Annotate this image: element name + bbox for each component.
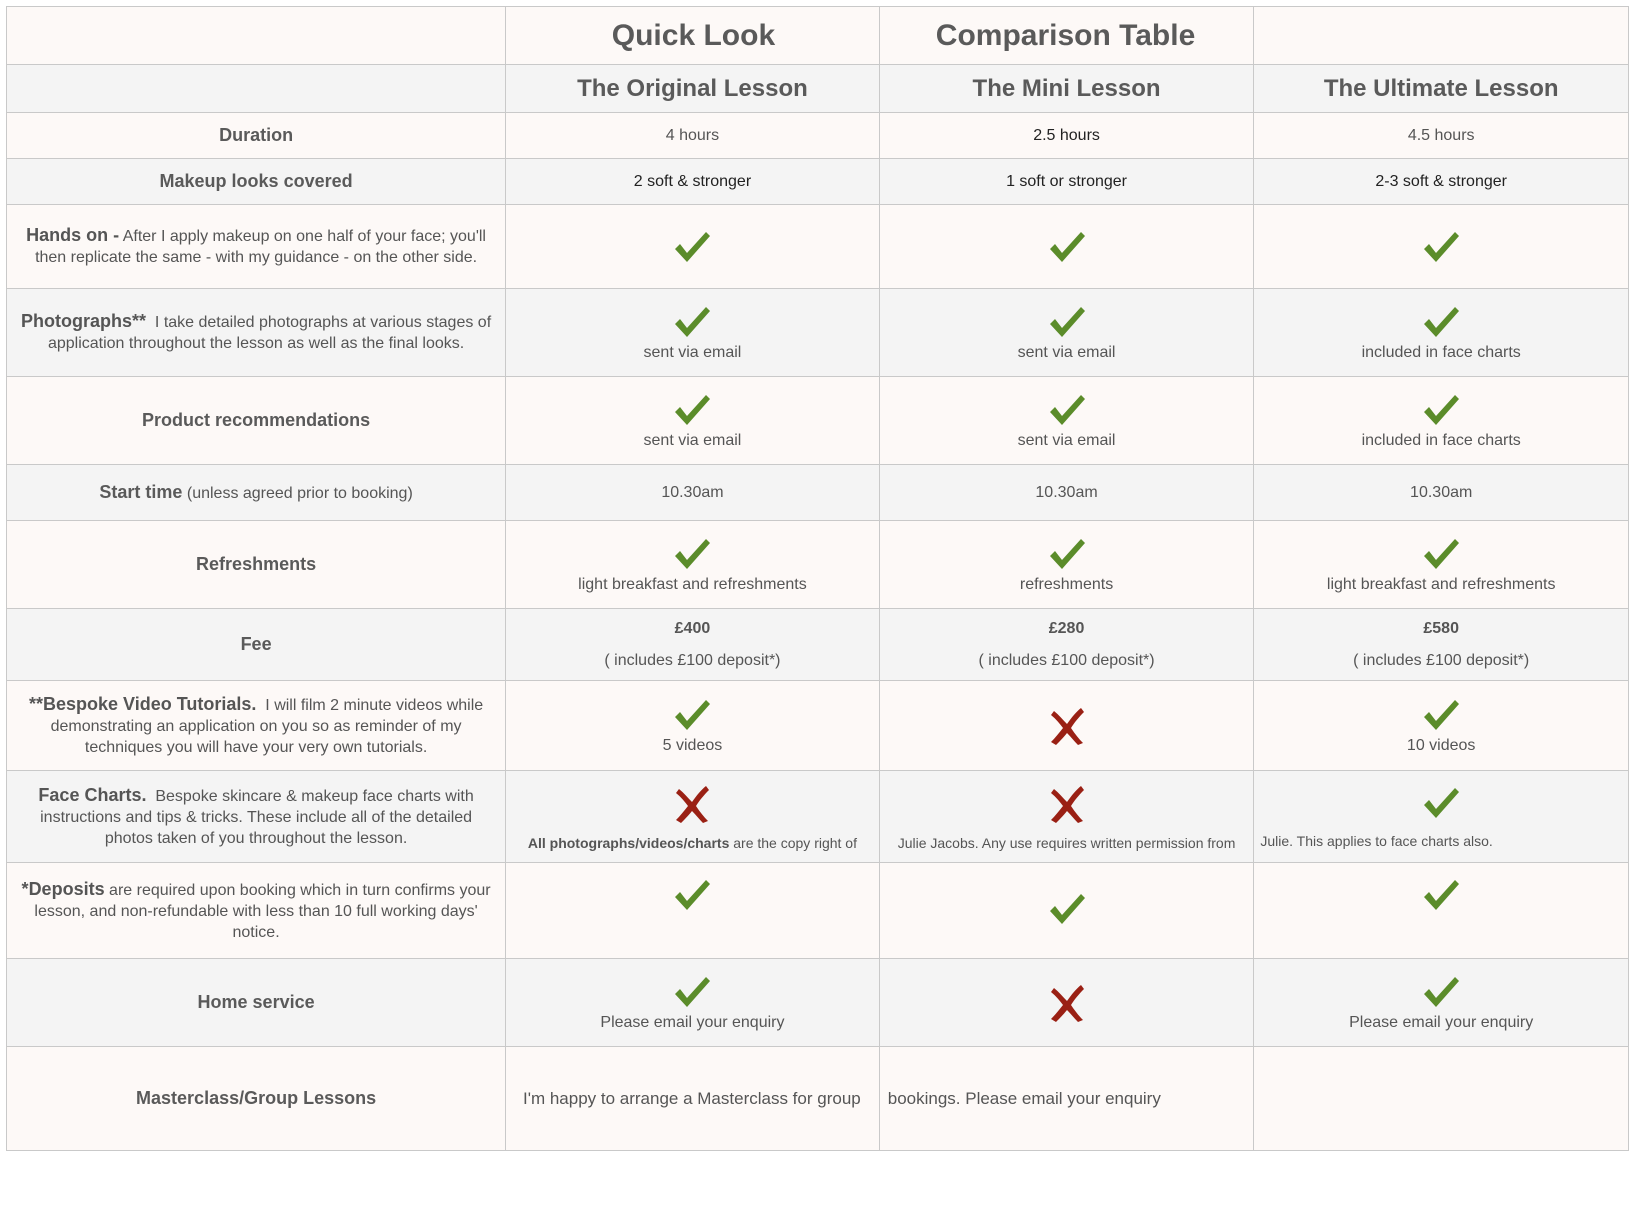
row-label-duration: Duration: [7, 113, 506, 159]
check-icon: [1047, 891, 1087, 927]
hands-on-row: [7, 205, 1629, 289]
title-row: [7, 7, 1629, 65]
start-time-original: 10.30am: [506, 465, 880, 521]
row-label-masterclass: Masterclass/Group Lessons: [7, 1047, 506, 1151]
products-note-ultimate: included in face charts: [1361, 431, 1521, 449]
products-note-mini: sent via email: [1017, 431, 1116, 449]
deposits-title: Deposits: [28, 878, 105, 899]
check-icon: [1047, 304, 1087, 340]
copyright-note-part3: Julie. This applies to face charts also.: [1260, 832, 1493, 849]
face-charts-row: [7, 771, 1629, 863]
fee-original: [506, 609, 880, 681]
deposits-original: [506, 863, 880, 959]
fee-deposit-original: ( includes £100 deposit*): [604, 651, 781, 669]
check-icon: [672, 229, 712, 265]
check-icon: [1421, 536, 1461, 572]
header-mini-lesson: The Mini Lesson: [879, 65, 1254, 113]
products-ultimate: [1254, 377, 1629, 465]
blank-cell: [7, 7, 506, 65]
video-note-original: 5 videos: [662, 736, 723, 754]
row-label-video-tutorials: [7, 681, 506, 771]
products-row: [7, 377, 1629, 465]
lesson-header-row: [7, 65, 1629, 113]
row-label-fee: Fee: [7, 609, 506, 681]
deposits-description: are required upon booking which in turn confirms your lesson, and non-refundable with less than 10 full working days' notice.: [34, 881, 491, 941]
check-icon: [1047, 392, 1087, 428]
looks-mini: 1 soft or stronger: [879, 159, 1254, 205]
fee-amount-ultimate: £580: [1423, 619, 1459, 637]
products-original: [506, 377, 880, 465]
comparison-table: [6, 6, 1629, 1151]
row-label-home-service: Home service: [7, 959, 506, 1047]
photographs-mini: [879, 289, 1254, 377]
check-icon: [1421, 304, 1461, 340]
cross-icon: [1048, 982, 1086, 1024]
products-mini: [879, 377, 1254, 465]
refreshments-original: [506, 521, 880, 609]
row-label-deposits: [7, 863, 506, 959]
face-charts-title: Face Charts.: [38, 784, 147, 805]
check-icon: [672, 392, 712, 428]
photographs-note-mini: sent via email: [1017, 343, 1116, 361]
video-original: [506, 681, 880, 771]
start-time-title: Start time: [99, 482, 183, 502]
blank-cell: [7, 65, 506, 113]
fee-deposit-ultimate: ( includes £100 deposit*): [1353, 651, 1530, 669]
start-time-mini: 10.30am: [879, 465, 1254, 521]
home-note-original: Please email your enquiry: [600, 1013, 785, 1031]
header-ultimate-lesson: The Ultimate Lesson: [1254, 65, 1629, 113]
refreshments-row: [7, 521, 1629, 609]
hands-on-mini: [879, 205, 1254, 289]
refreshments-ultimate: [1254, 521, 1629, 609]
check-icon: [1421, 697, 1461, 733]
check-icon: [672, 877, 712, 913]
start-time-row: [7, 465, 1629, 521]
start-time-note: (unless agreed prior to booking): [186, 485, 413, 502]
copyright-note-part2: Julie Jacobs. Any use requires written permission from: [897, 834, 1236, 851]
blank-cell: [1254, 7, 1629, 65]
title-comparison-table: Comparison Table: [879, 7, 1254, 65]
check-icon: [1421, 229, 1461, 265]
deposits-row: [7, 863, 1629, 959]
home-ultimate: [1254, 959, 1629, 1047]
check-icon: [1421, 877, 1461, 913]
photographs-note-ultimate: included in face charts: [1361, 343, 1521, 361]
video-ultimate: [1254, 681, 1629, 771]
fee-amount-original: £400: [674, 619, 711, 637]
video-tutorials-row: [7, 681, 1629, 771]
photographs-row: [7, 289, 1629, 377]
check-icon: [672, 697, 712, 733]
check-icon: [672, 974, 712, 1010]
check-icon: [1421, 392, 1461, 428]
title-quick-look: Quick Look: [506, 7, 880, 65]
photographs-original: [506, 289, 880, 377]
header-original-lesson: The Original Lesson: [506, 65, 880, 113]
hands-on-original: [506, 205, 880, 289]
row-label-photographs: [7, 289, 506, 377]
home-original: [506, 959, 880, 1047]
deposits-prefix: *: [21, 878, 29, 899]
check-icon: [672, 536, 712, 572]
masterclass-row: [7, 1047, 1629, 1151]
photographs-ultimate: [1254, 289, 1629, 377]
makeup-looks-row: [7, 159, 1629, 205]
copyright-note-part1: All photographs/videos/charts are the copy right of: [527, 834, 857, 851]
photographs-note-original: sent via email: [643, 343, 742, 361]
looks-original: 2 soft & stronger: [506, 159, 880, 205]
duration-original: 4 hours: [506, 113, 880, 159]
start-time-ultimate: 10.30am: [1254, 465, 1629, 521]
blank-cell: [1254, 1047, 1629, 1151]
fee-amount-mini: £280: [1048, 619, 1085, 637]
video-note-ultimate: 10 videos: [1406, 736, 1476, 754]
hands-on-title: Hands on -: [26, 225, 120, 245]
photographs-title: Photographs**: [21, 311, 147, 331]
looks-ultimate: 2-3 soft & stronger: [1254, 159, 1629, 205]
row-label-start-time: [7, 465, 506, 521]
copyright-bold: All photographs/videos/charts: [527, 834, 730, 851]
row-label-refreshments: Refreshments: [7, 521, 506, 609]
face-charts-description: Bespoke skincare & makeup face charts with instructions and tips & tricks. These include all of the detailed photos taken of you throughout the lesson.: [40, 787, 474, 847]
check-icon: [672, 304, 712, 340]
face-charts-original: [506, 771, 880, 863]
fee-ultimate: [1254, 609, 1629, 681]
fee-mini: [879, 609, 1254, 681]
row-label-makeup-looks: Makeup looks covered: [7, 159, 506, 205]
refreshments-note-original: light breakfast and refreshments: [578, 575, 807, 593]
video-tutorials-title: **Bespoke Video Tutorials.: [29, 693, 257, 714]
fee-deposit-mini: ( includes £100 deposit*): [978, 651, 1155, 669]
video-mini: [879, 681, 1254, 771]
face-charts-mini: [879, 771, 1254, 863]
deposits-mini: [879, 863, 1254, 959]
row-label-face-charts: [7, 771, 506, 863]
row-label-products: Product recommendations: [7, 377, 506, 465]
face-charts-ultimate: [1254, 771, 1629, 863]
home-service-row: [7, 959, 1629, 1047]
home-mini: [879, 959, 1254, 1047]
duration-ultimate: 4.5 hours: [1254, 113, 1629, 159]
check-icon: [1421, 974, 1461, 1010]
row-label-hands-on: [7, 205, 506, 289]
masterclass-text-part2: bookings. Please email your enquiry: [879, 1047, 1254, 1151]
check-icon: [1047, 536, 1087, 572]
video-tutorials-description: I will film 2 minute videos while demonstrating an application on you so as reminder of my techniques you will have your very own tutorials.: [50, 696, 484, 756]
hands-on-ultimate: [1254, 205, 1629, 289]
deposits-ultimate: [1254, 863, 1629, 959]
check-icon: [1421, 785, 1461, 821]
fee-row: [7, 609, 1629, 681]
photographs-description: I take detailed photographs at various stages of application throughout the lesson as well as the final looks.: [47, 314, 492, 352]
cross-icon: [1048, 783, 1086, 825]
check-icon: [1047, 229, 1087, 265]
home-note-ultimate: Please email your enquiry: [1349, 1013, 1534, 1031]
refreshments-mini: [879, 521, 1254, 609]
cross-icon: [1048, 705, 1086, 747]
cross-icon: [673, 783, 711, 825]
masterclass-text-part1: I'm happy to arrange a Masterclass for group: [506, 1047, 880, 1151]
products-note-original: sent via email: [643, 431, 742, 449]
duration-row: [7, 113, 1629, 159]
refreshments-note-ultimate: light breakfast and refreshments: [1326, 575, 1556, 593]
refreshments-note-mini: refreshments: [1019, 575, 1114, 593]
hands-on-description: After I apply makeup on one half of your face; you'll then replicate the same - with my guidance - on the other side.: [35, 228, 486, 266]
duration-mini: 2.5 hours: [879, 113, 1254, 159]
